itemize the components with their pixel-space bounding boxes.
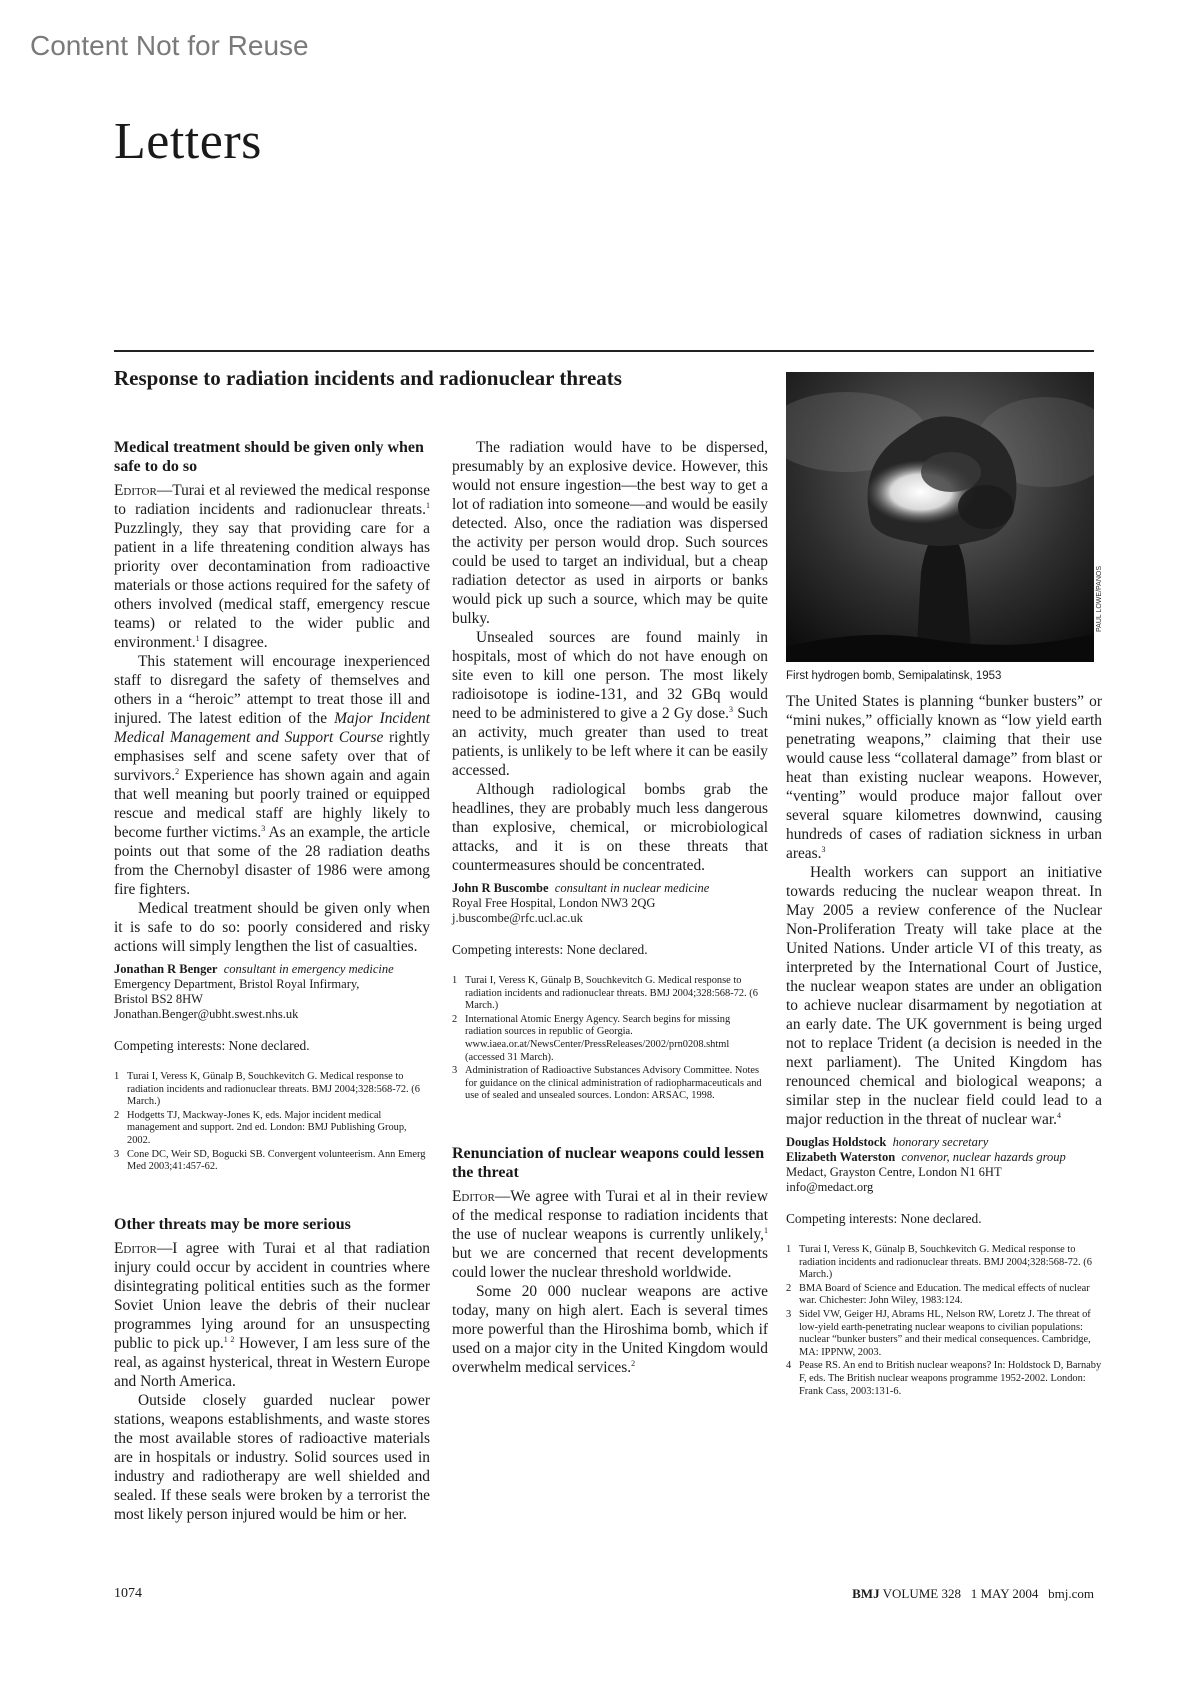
photo-credit: PAUL LOWE/PANOS	[1096, 566, 1103, 632]
text: —I agree with Turai et al that radiation injury could occur by accident in countries where disintegrating political entities such as the former Soviet Union leave the debris of their nuclear programmes lying around for an unsuspecting public to pick up.	[114, 1239, 430, 1352]
citation: 1	[426, 500, 430, 510]
competing-interests: Competing interests: None declared.	[114, 1038, 310, 1053]
competing-interests: Competing interests: None declared.	[452, 942, 648, 957]
issue-date: 1 MAY 2004	[970, 1586, 1039, 1601]
letter-2-title: Other threats may be more serious	[114, 1215, 351, 1233]
letter-2-paragraph-3: The radiation would have to be dispersed, presumably by an explosive device. However, this would not ensure ingestion—the best way to get a lot of radiation into someone—and would be easily detected. Also, once the radiation was dispersed the activity per person would drop. Such sources could be used to target an individual, but a cheap radiation detector as used in airports or banks would pick up such a source, which may be quite bulky.	[452, 439, 768, 627]
letter-3-references	[786, 1244, 1102, 1398]
reference-number: 3	[114, 1148, 120, 1160]
column-3	[786, 692, 1102, 1399]
text: Health workers can support an initiative towards reducing the nuclear weapon threat. In May 2005 a review conference of the Nuclear Non-Proliferation Treaty will take place at the United Nations. Under article VI of this treaty, as interpreted by the International Court of Justice, the nuclear weapon states are under an obligation to achieve nuclear disarmament by negotiation at an early date. The UK government is being urged not to replace Trident (a decision is needed in the next parliament). The United Kingdom has renounced chemical and biological weapons; a similar step in the nuclear field could lead to a major reduction in the threat of nuclear war.	[786, 864, 1102, 1128]
reference-text: Turai I, Veress K, Günalp B, Souchkevitch G. Medical response to radiation incidents and radionuclear threats. BMJ 2004;328:568-72. (6 March.)	[465, 975, 758, 1012]
editor-label: Editor	[452, 1187, 495, 1205]
header-rule	[114, 350, 1094, 352]
competing-interests: Competing interests: None declared.	[786, 1211, 982, 1226]
text: This statement will encourage inexperienced staff to disregard the safety of themselves and others in a “heroic” attempt to treat those ill and injured. The latest edition of the	[114, 653, 430, 727]
letter-1-references	[114, 1071, 430, 1174]
journal-footer	[780, 1586, 1094, 1602]
reference-number: 3	[452, 1065, 458, 1077]
author-role: convenor, nuclear hazards group	[901, 1150, 1066, 1164]
reference-text: Cone DC, Weir SD, Bogucki SB. Convergent volunteerism. Ann Emerg Med 2003;41:457-62.	[127, 1148, 426, 1173]
author-name: Jonathan R Benger	[114, 962, 218, 976]
citation: 3	[261, 823, 266, 833]
citation: 1	[764, 1225, 768, 1235]
author-email[interactable]: j.buscombe@rfc.ucl.ac.uk	[452, 911, 583, 925]
author-name: John R Buscombe	[452, 881, 549, 895]
author-email[interactable]: Jonathan.Benger@ubht.swest.nhs.uk	[114, 1007, 299, 1021]
reference-number: 2	[452, 1013, 458, 1025]
text: Such an activity, much greater than used to treat patients, is unlikely to be left where it can be easily accessed.	[452, 705, 768, 779]
letter-1-paragraph-3: Medical treatment should be given only when it is safe to do so: poorly considered and risky actions will simply lengthen the list of casualties.	[114, 900, 430, 955]
letter-1-title: Medical treatment should be given only when safe to do so	[114, 439, 424, 475]
letter-3-paragraph-1	[452, 1187, 768, 1282]
citation: 4	[1056, 1110, 1061, 1120]
letter-2-references	[452, 975, 768, 1103]
reference-number: 2	[114, 1109, 120, 1121]
letter-3-signature	[786, 1135, 1102, 1195]
author-address: Emergency Department, Bristol Royal Infirmary,	[114, 977, 360, 991]
text: —Turai et al reviewed the medical response to radiation incidents and radionuclear threats.	[114, 482, 430, 518]
text: Puzzlingly, they say that providing care for a patient in a life threatening condition always has priority over decontamination from radioactive materials or those actions required for the safety of others involved (medical staff, emergency rescue teams) or related to the wider public and environment.	[114, 520, 430, 651]
reference-number: 3	[786, 1308, 792, 1320]
author-role: consultant in nuclear medicine	[554, 881, 710, 895]
letter-1-paragraph-1	[114, 481, 430, 652]
text: However, I am less sure of the real, as against hysterical, threat in Western Europe and North America.	[114, 1334, 431, 1390]
letter-3-paragraph-2-start	[452, 1282, 768, 1377]
reference-text: BMA Board of Science and Education. The medical effects of nuclear war. Chichester: John Wiley, 1983:124.	[799, 1282, 1090, 1307]
author-email[interactable]: info@medact.org	[786, 1180, 874, 1194]
letter-1-paragraph-2	[114, 652, 430, 899]
article-headline: Response to radiation incidents and radionuclear threats	[114, 366, 622, 390]
text: but we are concerned that recent developments could lower the nuclear threshold worldwide.	[452, 1244, 768, 1281]
reference-item	[452, 1014, 768, 1064]
author-address: Royal Free Hospital, London NW3 2QG	[452, 896, 656, 910]
hydrogen-bomb-photo	[786, 372, 1094, 662]
page-number: 1074	[114, 1586, 142, 1601]
letter-3-paragraph-2-cont	[786, 692, 1102, 863]
reference-item	[452, 975, 768, 1013]
author-address: Bristol BS2 8HW	[114, 992, 203, 1006]
editor-label: Editor	[114, 482, 157, 499]
journal-site[interactable]: bmj.com	[1048, 1586, 1094, 1601]
reference-item	[786, 1244, 1102, 1282]
journal-volume: VOLUME 328	[882, 1586, 961, 1601]
figure-caption: First hydrogen bomb, Semipalatinsk, 1953	[786, 670, 1002, 682]
course-title: Major Incident Medical Management and Support Course	[114, 710, 431, 746]
citation: 3	[821, 844, 826, 854]
letter-1-signature	[114, 962, 430, 1022]
reference-item	[452, 1065, 768, 1103]
reference-text: Pease RS. An end to British nuclear weapons? In: Holdstock D, Barnaby F, eds. The British nuclear weapons programme 1952-2002. London: Frank Cass, 2003:131-6.	[799, 1360, 1102, 1397]
text: Unsealed sources are found mainly in hospitals, most of which do not have enough on site even to kill one person. The most likely radioisotope is iodine-131, and 32 GBq would need to be administered to give a 2 Gy dose.	[452, 629, 768, 722]
text: The United States is planning “bunker busters” or “mini nukes,” officially known as “low yield earth penetrating weapons,” claiming that their use would cause less “collateral damage” from blast or heat than existing nuclear weapons. However, “venting” would produce major fallout over several square kilometres downwind, causing hundreds of cases of radiation sickness in urban areas.	[786, 693, 1102, 862]
citation: 2	[631, 1358, 636, 1368]
reference-text: Sidel VW, Geiger HJ, Abrams HL, Nelson RW, Loretz J. The threat of low-yield earth-penetrating nuclear weapons to civilian populations: nuclear “bunker busters” and their medical consequences. Cambridge, MA: IPPNW, 2003.	[799, 1308, 1091, 1358]
reference-item	[114, 1110, 430, 1148]
citation: 1 2	[223, 1334, 235, 1344]
watermark: Content Not for Reuse	[30, 30, 309, 61]
text: —We agree with Turai et al in their review of the medical response to radiation incidents that the use of nuclear weapons is currently unlikely,	[452, 1187, 768, 1243]
text: rightly emphasises self and scene safety over that of survivors.	[114, 729, 430, 784]
editor-label: Editor	[114, 1239, 157, 1257]
letter-2-paragraph-4	[452, 628, 768, 780]
reference-item	[786, 1360, 1102, 1398]
reference-text: Turai I, Veress K, Günalp B, Souchkevitch G. Medical response to radiation incidents and radionuclear threats. BMJ 2004;328:568-72. (6 March.)	[799, 1244, 1092, 1281]
reference-item	[114, 1071, 430, 1109]
author-role: consultant in emergency medicine	[223, 962, 394, 976]
column-1	[114, 438, 430, 1524]
column-2	[452, 438, 768, 1377]
text: Some 20 000 nuclear weapons are active today, many on high alert. Each is several times more powerful than the Hiroshima bomb, which if used on a major city in the United Kingdom would overwhelm medical services.	[452, 1282, 768, 1376]
citation: 3	[728, 704, 733, 714]
reference-number: 1	[114, 1071, 120, 1082]
reference-item	[114, 1149, 430, 1174]
reference-text: Turai I, Veress K, Günalp B, Souchkevitch G. Medical response to radiation incidents and radionuclear threats. BMJ 2004;328:568-72. (6 March.)	[127, 1071, 420, 1108]
reference-item	[786, 1309, 1102, 1359]
letter-2-paragraph-1	[114, 1239, 430, 1391]
mushroom-cloud-image	[786, 372, 1094, 662]
reference-number: 4	[786, 1360, 792, 1372]
reference-number: 1	[786, 1244, 792, 1255]
text: Experience has shown again and again that well meaning but poorly trained or equipped rescue and medical staff are highly likely to become further victims.	[114, 767, 430, 841]
letter-2-signature	[452, 881, 768, 926]
reference-number: 1	[452, 975, 458, 986]
author-name: Elizabeth Waterston	[786, 1150, 896, 1164]
citation: 2	[175, 766, 180, 776]
text: As an example, the article points out that some of the 28 radiation deaths from the Chernobyl disaster of 1986 were among fire fighters.	[114, 824, 430, 898]
reference-item	[786, 1283, 1102, 1308]
reference-text: International Atomic Energy Agency. Search begins for missing radiation sources in republic of Georgia. www.iaea.or.at/NewsCenter/PressReleases/2002/prn0208.shtml (accessed 31 March).	[465, 1013, 731, 1063]
text: I disagree.	[199, 634, 268, 651]
author-address: Medact, Grayston Centre, London N1 6HT	[786, 1165, 1002, 1179]
reference-text: Administration of Radioactive Substances Advisory Committee. Notes for guidance on the clinical administration of radiopharmaceuticals and use of sealed and unsealed sources. London: ARSAC, 1998.	[465, 1065, 762, 1102]
letter-2-paragraph-2: Outside closely guarded nuclear power stations, weapons establishments, and waste stores the most available stores of radioactive materials are in hospitals or industry. Solid sources used in industry and radiotherapy are well shielded and sealed. If these seals were broken by a terrorist the most likely person injured would be him or her.	[114, 1391, 430, 1523]
section-masthead: Letters	[114, 113, 262, 170]
letter-3-paragraph-3	[786, 863, 1102, 1129]
journal-name: BMJ	[852, 1586, 880, 1601]
author-name: Douglas Holdstock	[786, 1135, 887, 1149]
reference-text: Hodgetts TJ, Mackway-Jones K, eds. Major incident medical management and support. 2nd ed. London: BMJ Publishing Group, 2002.	[127, 1109, 407, 1146]
letter-2-paragraph-5: Although radiological bombs grab the headlines, they are probably much less dangerous than explosive, chemical, or microbiological attacks, and it is on these threats that countermeasures should be concentrated.	[452, 781, 768, 874]
reference-number: 2	[786, 1282, 792, 1294]
letter-3-title: Renunciation of nuclear weapons could lessen the threat	[452, 1144, 765, 1181]
author-role: honorary secretary	[892, 1135, 989, 1149]
citation: 1	[195, 633, 200, 643]
